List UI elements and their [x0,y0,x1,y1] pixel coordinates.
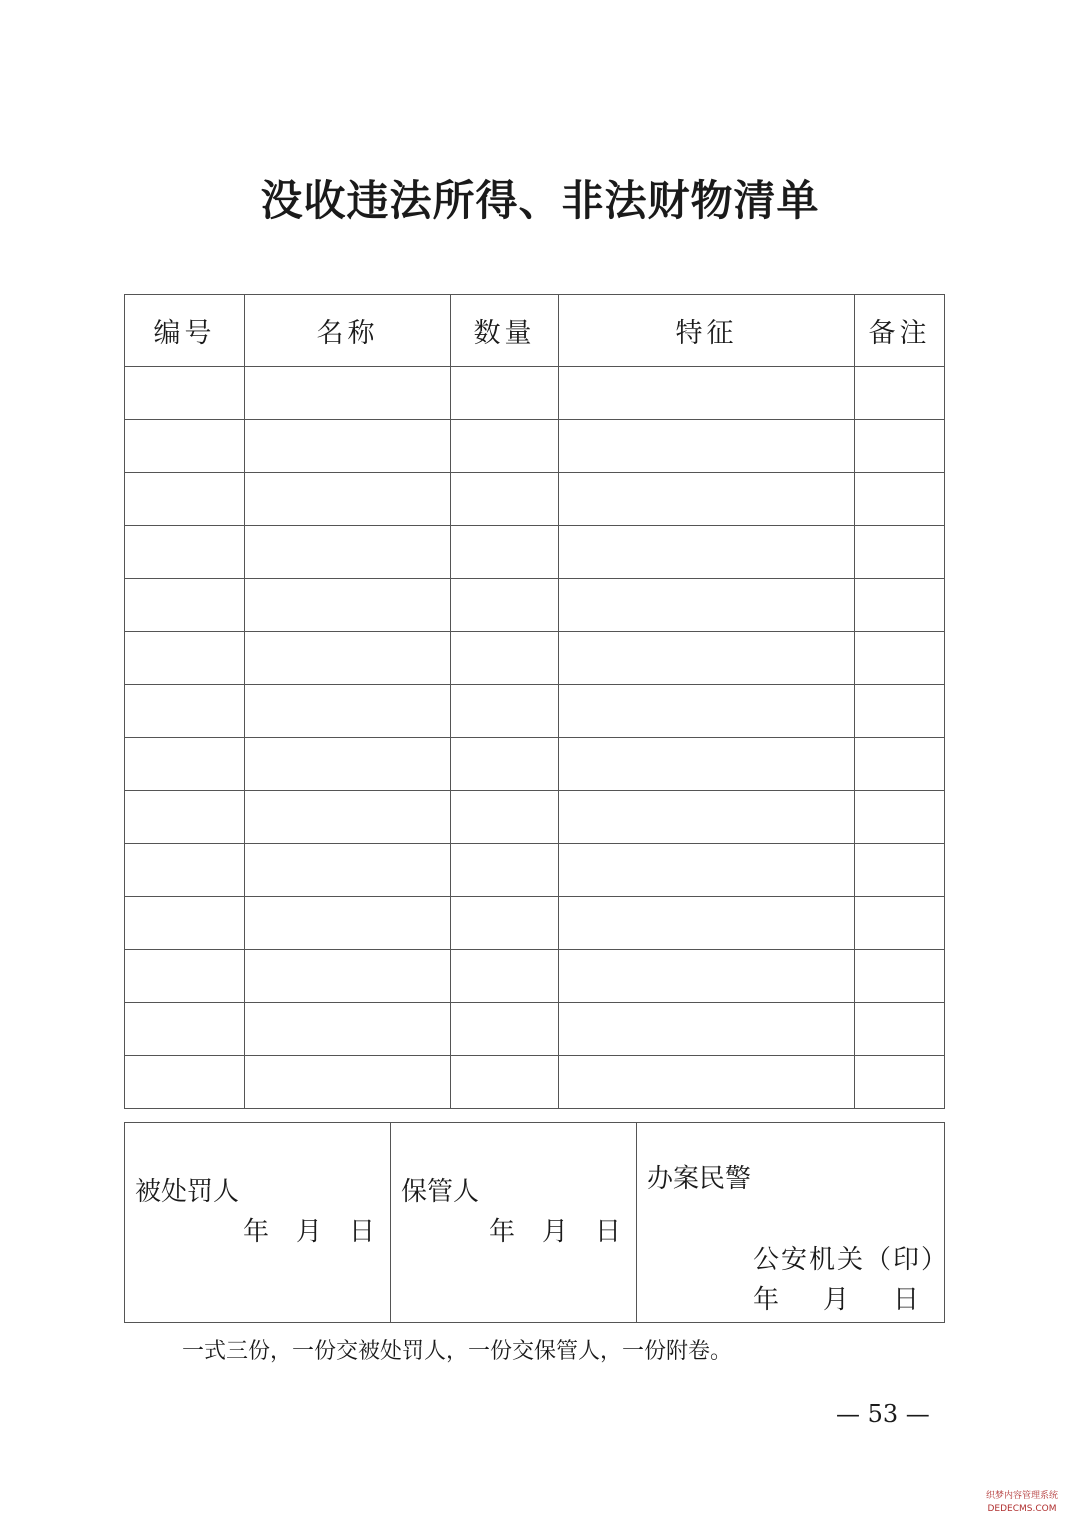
table-cell[interactable] [125,897,245,950]
month-label: 月 [823,1285,850,1315]
penalized-signature-cell[interactable] [125,1123,391,1323]
copies-note: 一式三份，一份交被处罚人，一份交保管人，一份附卷。 [182,1339,733,1364]
penalized-date [243,1211,376,1248]
table-cell[interactable] [245,844,451,897]
table-cell[interactable] [245,950,451,1003]
table-cell[interactable] [855,526,945,579]
table-cell[interactable] [125,791,245,844]
watermark-logo [968,1490,1076,1516]
table-cell[interactable] [855,738,945,791]
watermark-text: 织梦内容管理系统 [985,1491,1058,1501]
table-cell[interactable] [451,473,559,526]
month-label: 月 [296,1217,324,1247]
table-cell[interactable] [855,367,945,420]
watermark-domain: DEDECMS.COM [987,1504,1057,1514]
table-cell[interactable] [855,632,945,685]
table-row [125,844,945,897]
table-cell[interactable] [451,526,559,579]
table-cell[interactable] [559,473,855,526]
table-cell[interactable] [245,791,451,844]
table-cell[interactable] [559,526,855,579]
day-label: 日 [349,1217,377,1247]
table-row [125,738,945,791]
table-cell[interactable] [125,473,245,526]
officer-signature-cell[interactable] [637,1123,950,1323]
custodian-signature-cell[interactable] [391,1123,637,1323]
table-cell[interactable] [559,738,855,791]
table-cell[interactable] [125,950,245,1003]
table-cell[interactable] [451,685,559,738]
year-label: 年 [243,1217,271,1247]
table-row [125,950,945,1003]
table-cell[interactable] [125,632,245,685]
table-cell[interactable] [245,1003,451,1056]
table-cell[interactable] [855,1056,945,1109]
table-row [125,791,945,844]
table-cell[interactable] [245,897,451,950]
table-cell[interactable] [855,1003,945,1056]
officer-label: 办案民警 [647,1164,752,1194]
table-cell[interactable] [559,844,855,897]
table-cell[interactable] [125,844,245,897]
table-cell[interactable] [451,950,559,1003]
table-cell[interactable] [125,1003,245,1056]
table-cell[interactable] [245,738,451,791]
table-cell[interactable] [451,579,559,632]
table-cell[interactable] [245,632,451,685]
table-cell[interactable] [559,632,855,685]
day-label: 日 [893,1285,920,1315]
table-cell[interactable] [451,844,559,897]
table-cell[interactable] [125,420,245,473]
table-header-row [125,295,945,367]
table-cell[interactable] [125,579,245,632]
table-cell[interactable] [559,420,855,473]
officer-date [753,1279,919,1316]
table-cell[interactable] [451,632,559,685]
table-cell[interactable] [855,950,945,1003]
signature-section [124,1122,950,1323]
table-cell[interactable] [245,526,451,579]
table-row [125,526,945,579]
table-cell[interactable] [559,579,855,632]
table-cell[interactable] [855,473,945,526]
document-title: 没收违法所得、非法财物清单 [260,176,820,225]
inventory-table [124,294,945,1109]
header-quantity: 数量 [451,295,559,367]
table-cell[interactable] [855,844,945,897]
table-cell[interactable] [245,473,451,526]
table-cell[interactable] [451,791,559,844]
table-cell[interactable] [559,1003,855,1056]
table-cell[interactable] [125,367,245,420]
table-cell[interactable] [559,685,855,738]
table-cell[interactable] [451,1056,559,1109]
table-row [125,1003,945,1056]
table-row [125,1056,945,1109]
table-row [125,367,945,420]
table-cell[interactable] [451,420,559,473]
table-cell[interactable] [125,738,245,791]
table-cell[interactable] [125,1056,245,1109]
table-cell[interactable] [855,897,945,950]
table-cell[interactable] [245,579,451,632]
table-cell[interactable] [855,579,945,632]
police-seal-label: 公安机关（印） [753,1245,950,1275]
table-cell[interactable] [559,950,855,1003]
table-row [125,579,945,632]
table-cell[interactable] [855,685,945,738]
header-features: 特征 [559,295,855,367]
table-cell[interactable] [245,420,451,473]
custodian-label: 保管人 [401,1177,480,1207]
table-row [125,685,945,738]
table-cell[interactable] [451,738,559,791]
table-row [125,897,945,950]
year-label: 年 [753,1285,780,1315]
table-row [125,632,945,685]
page-number: — 53 — [836,1400,930,1428]
table-row [125,420,945,473]
table-cell[interactable] [855,791,945,844]
penalized-label: 被处罚人 [135,1177,240,1207]
table-cell[interactable] [245,685,451,738]
month-label: 月 [542,1217,570,1247]
table-cell[interactable] [451,367,559,420]
header-remarks: 备注 [855,295,945,367]
table-cell[interactable] [451,1003,559,1056]
table-cell[interactable] [559,791,855,844]
day-label: 日 [595,1217,623,1247]
year-label: 年 [489,1217,517,1247]
table-cell[interactable] [559,897,855,950]
table-cell[interactable] [245,1056,451,1109]
custodian-date [489,1211,622,1248]
table-cell[interactable] [125,526,245,579]
table-row [125,473,945,526]
table-cell[interactable] [559,367,855,420]
table-cell[interactable] [451,897,559,950]
header-number: 编号 [125,295,245,367]
table-cell[interactable] [245,367,451,420]
table-cell[interactable] [559,1056,855,1109]
header-name: 名称 [245,295,451,367]
table-cell[interactable] [855,420,945,473]
table-cell[interactable] [125,685,245,738]
